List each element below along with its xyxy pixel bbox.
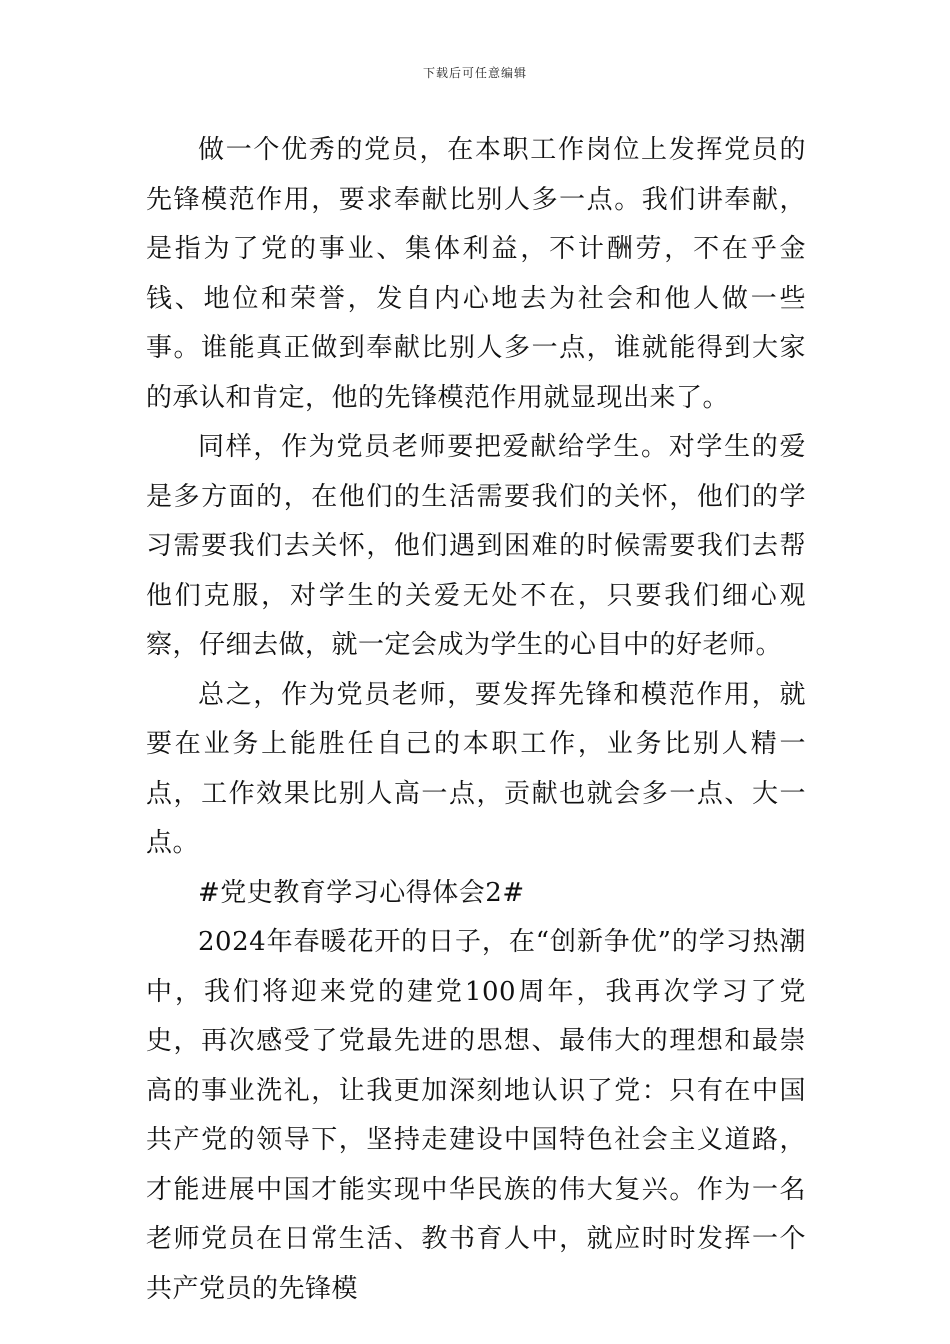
- paragraph-1: 做一个优秀的党员，在本职工作岗位上发挥党员的先锋模范作用，要求奉献比别人多一点。我们讲奉献，是指为了党的事业、集体利益，不计酬劳，不在乎金钱、地位和荣誉，发自内心地去为社会和他人做一些事。谁能真正做到奉献比别人多一点，谁就能得到大家的承认和肯定，他的先锋模范作用就显现出来了。: [146, 135, 806, 413]
- paragraph-3: 总之，作为党员老师，要发挥先锋和模范作用，就要在业务上能胜任自己的本职工作，业务比别人精一点，工作效果比别人高一点，贡献也就会多一点、大一点。: [146, 679, 806, 858]
- document-body: [146, 126, 806, 1314]
- paragraph-2: 同样，作为党员老师要把爱献给学生。对学生的爱是多方面的，在他们的生活需要我们的关怀，他们的学习需要我们去关怀，他们遇到困难的时候需要我们去帮他们克服，对学生的关爱无处不在，只要我们细心观察，仔细去做，就一定会成为学生的心目中的好老师。: [146, 432, 806, 660]
- page-header: 下载后可任意编辑: [422, 66, 527, 80]
- section-heading: #党史教育学习心得体会2#: [198, 877, 525, 908]
- paragraph-4: 2024年春暖花开的日子，在“创新争优”的学习热潮中，我们将迎来党的建党100周年，我再次学习了党史，再次感受了党最先进的思想、最伟大的理想和最崇高的事业洗礼，让我更加深刻地认识了党：只有在中国共产党的领导下，坚持走建设中国特色社会主义道路，才能进展中国才能实现中华民族的伟大复兴。作为一名老师党员在日常生活、教书育人中，就应时时发挥一个共产党员的先锋模: [146, 927, 806, 1304]
